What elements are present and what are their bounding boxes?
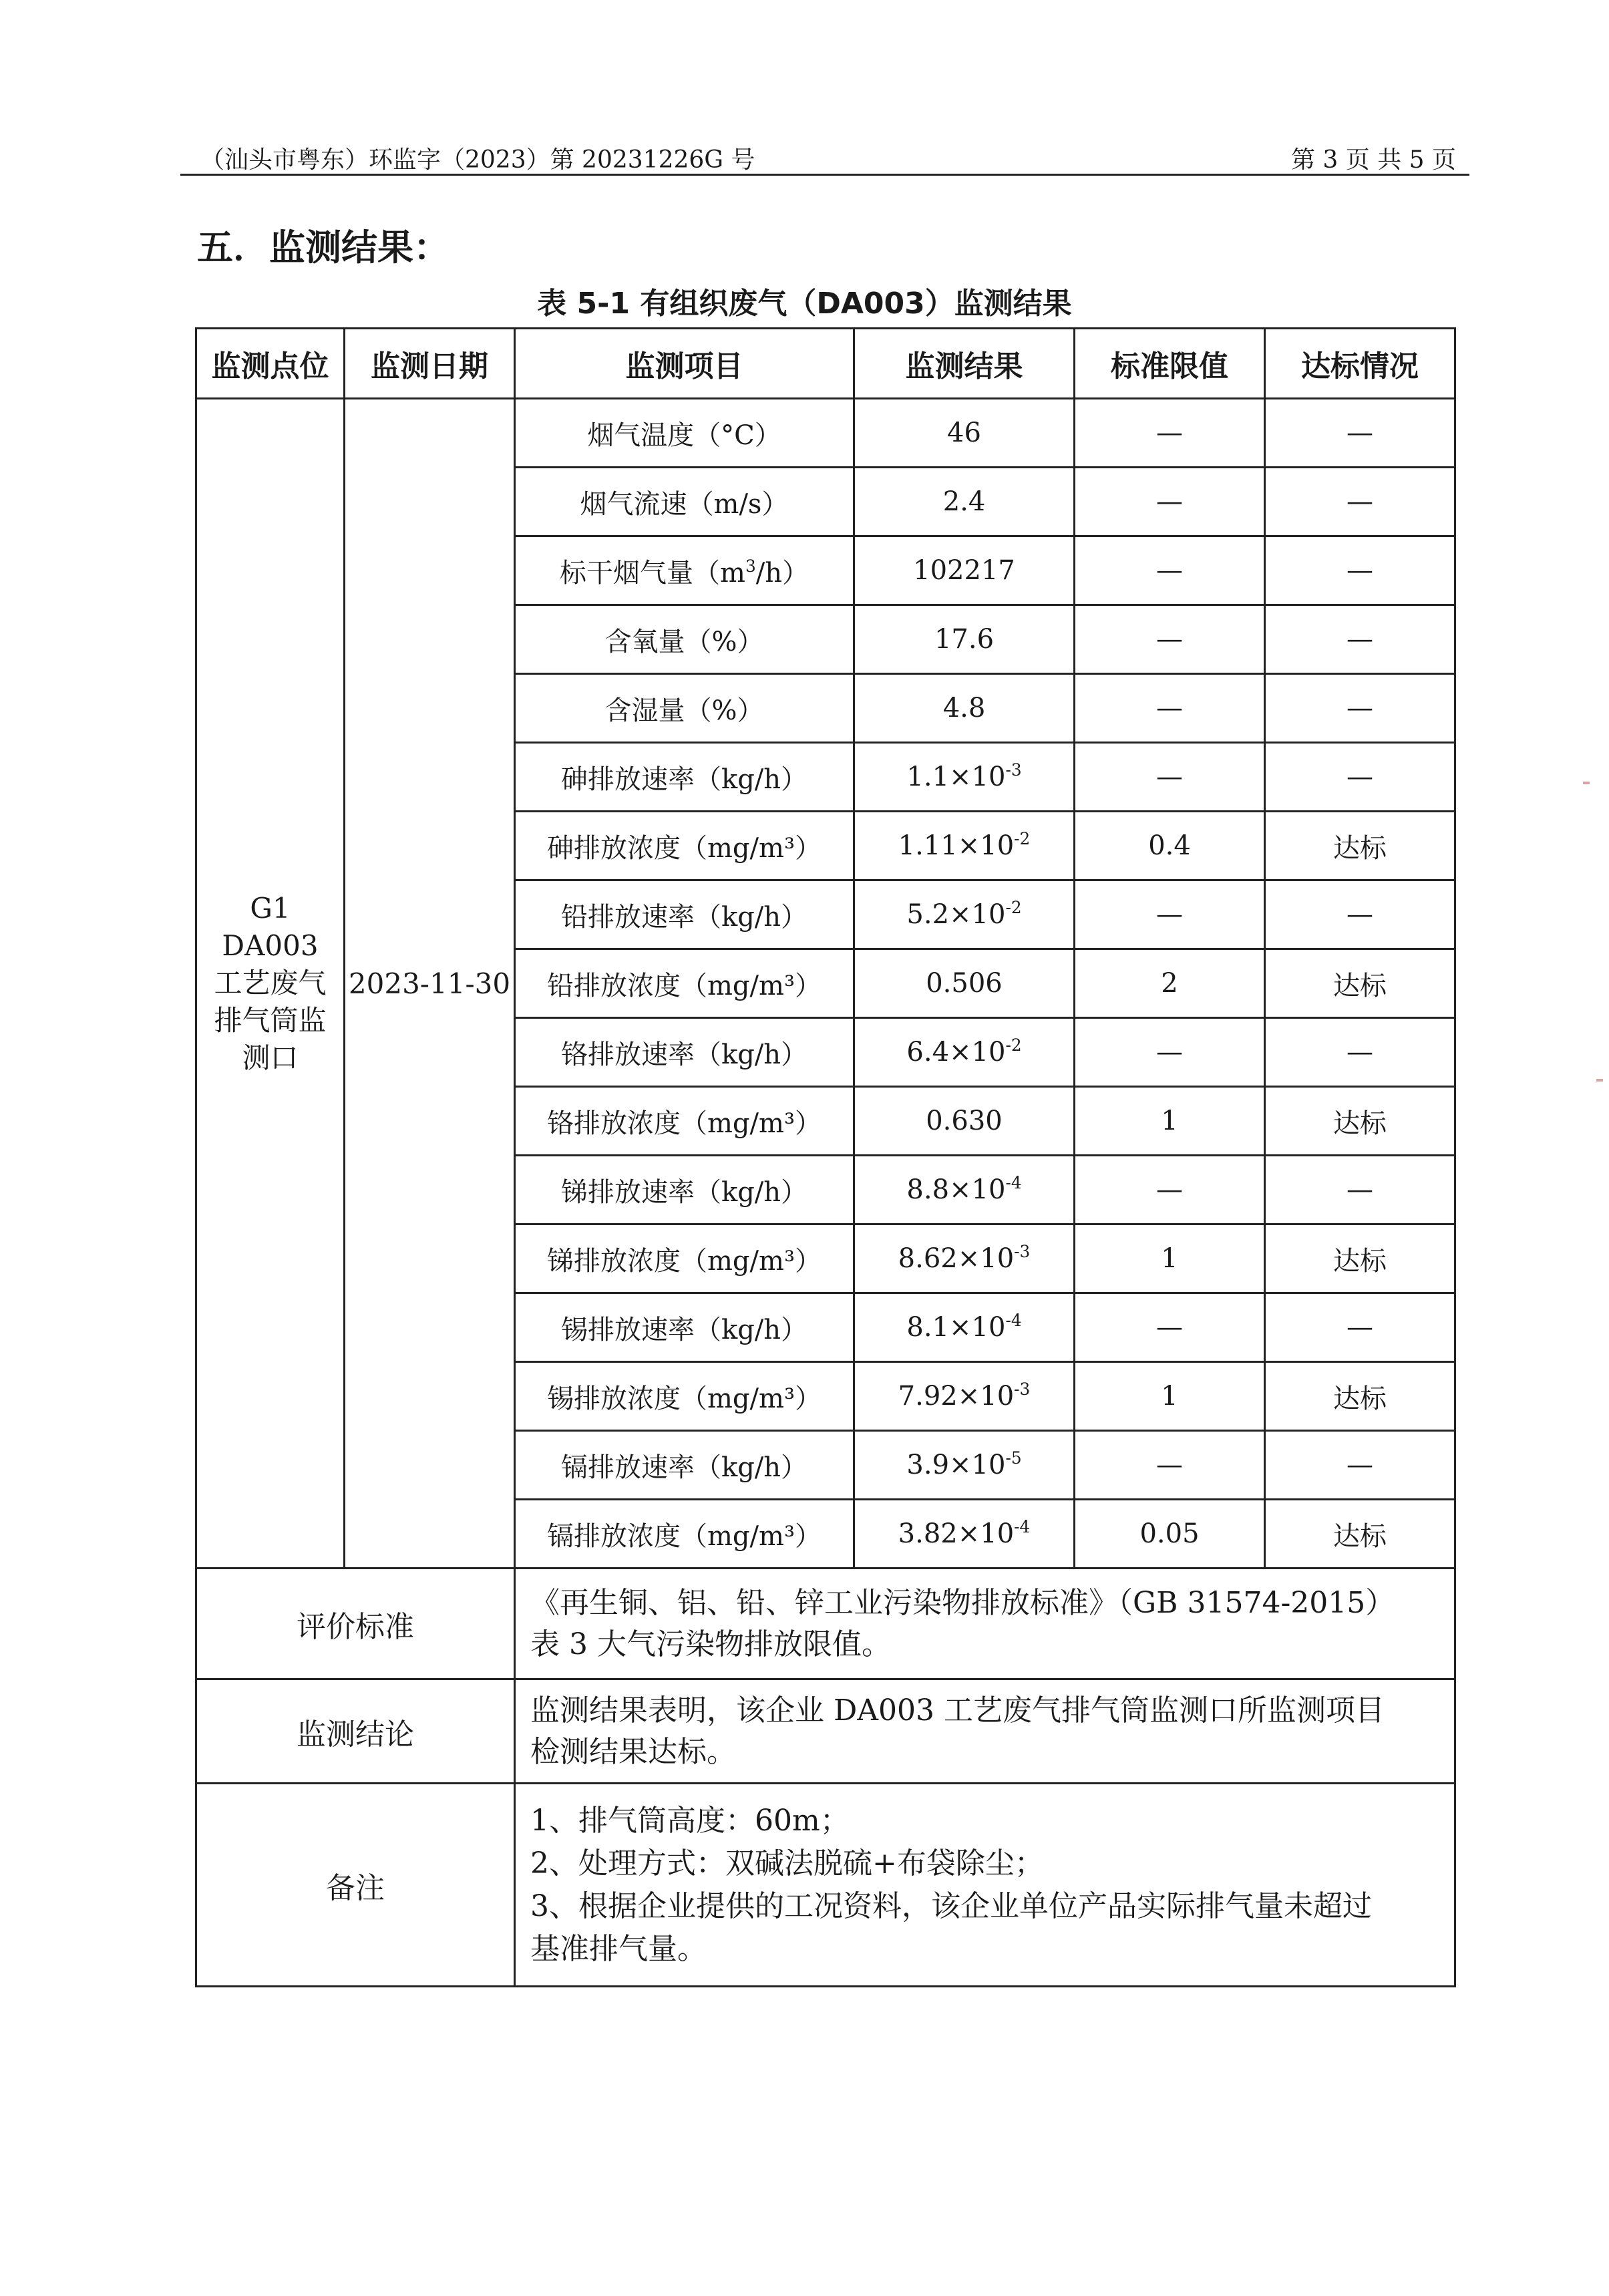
conclusion-line: 检测结果达标。 xyxy=(530,1734,736,1769)
remark-line: 基准排气量。 xyxy=(530,1931,707,1966)
result-exponent: -2 xyxy=(1005,1035,1022,1055)
item-cell: 铅排放速率（kg/h） xyxy=(515,880,854,949)
remark-line: 3、根据企业提供的工况资料，该企业单位产品实际排气量未超过 xyxy=(530,1889,1372,1923)
result-exponent: -4 xyxy=(1005,1311,1022,1331)
column-header: 标准限值 xyxy=(1075,329,1265,399)
table-header-row xyxy=(196,329,1455,399)
limit-cell: 2 xyxy=(1075,949,1265,1018)
point-line: 测口 xyxy=(242,1041,299,1074)
conclusion-text xyxy=(515,1679,1455,1784)
limit-cell: — xyxy=(1075,1156,1265,1224)
monitoring-point-cell xyxy=(196,399,345,1569)
result-exponent: -3 xyxy=(1014,1242,1031,1262)
status-cell: 达标 xyxy=(1265,1087,1455,1156)
item-cell: 铬排放浓度（mg/m³） xyxy=(515,1087,854,1156)
standard-line: 表 3 大气污染物排放限值。 xyxy=(530,1627,891,1661)
item-text: 标干烟气量（m xyxy=(560,557,745,589)
limit-cell: — xyxy=(1075,1431,1265,1500)
status-cell: 达标 xyxy=(1265,1362,1455,1431)
conclusion-line: 监测结果表明，该企业 DA003 工艺废气排气筒监测口所监测项目 xyxy=(530,1693,1385,1728)
result-base: 8.62×10 xyxy=(898,1243,1015,1274)
item-text: /h） xyxy=(755,557,809,589)
result-cell: 46 xyxy=(854,399,1075,468)
result-base: 7.92×10 xyxy=(898,1381,1015,1412)
column-header: 监测点位 xyxy=(196,329,345,399)
result-cell xyxy=(854,1362,1075,1431)
item-cell: 锡排放浓度（mg/m³） xyxy=(515,1362,854,1431)
remarks-row xyxy=(196,1784,1455,1987)
result-base: 5.2×10 xyxy=(906,899,1006,930)
standard-text xyxy=(515,1569,1455,1679)
conclusion-label: 监测结论 xyxy=(196,1679,515,1784)
monitoring-results-table xyxy=(195,327,1456,1987)
status-cell: 达标 xyxy=(1265,1224,1455,1293)
standard-label: 评价标准 xyxy=(196,1569,515,1679)
scan-mark xyxy=(1596,1079,1603,1082)
item-cell: 砷排放速率（kg/h） xyxy=(515,743,854,812)
item-cell: 烟气流速（m/s） xyxy=(515,468,854,536)
result-cell xyxy=(854,812,1075,880)
item-superscript: 3 xyxy=(745,556,756,576)
status-cell: 达标 xyxy=(1265,1500,1455,1569)
limit-cell: — xyxy=(1075,1018,1265,1087)
result-cell xyxy=(854,1431,1075,1500)
result-cell xyxy=(854,1224,1075,1293)
item-cell: 锑排放浓度（mg/m³） xyxy=(515,1224,854,1293)
result-cell: 2.4 xyxy=(854,468,1075,536)
result-cell: 0.630 xyxy=(854,1087,1075,1156)
status-cell: — xyxy=(1265,1018,1455,1087)
result-cell: 0.506 xyxy=(854,949,1075,1018)
status-cell: — xyxy=(1265,1431,1455,1500)
limit-cell: — xyxy=(1075,605,1265,674)
result-cell: 102217 xyxy=(854,536,1075,605)
status-cell: — xyxy=(1265,1156,1455,1224)
item-cell: 锑排放速率（kg/h） xyxy=(515,1156,854,1224)
result-base: 6.4×10 xyxy=(906,1037,1006,1068)
standard-line: 《再生铜、铝、铅、锌工业污染物排放标准》（GB 31574-2015） xyxy=(530,1585,1395,1620)
status-cell: — xyxy=(1265,743,1455,812)
standard-row xyxy=(196,1569,1455,1679)
status-cell: — xyxy=(1265,468,1455,536)
result-exponent: -2 xyxy=(1005,898,1022,918)
limit-cell: — xyxy=(1075,880,1265,949)
result-base: 1.1×10 xyxy=(906,762,1006,792)
result-exponent: -2 xyxy=(1014,829,1031,849)
status-cell: — xyxy=(1265,399,1455,468)
result-exponent: -4 xyxy=(1005,1173,1022,1193)
result-cell: 17.6 xyxy=(854,605,1075,674)
limit-cell: 0.05 xyxy=(1075,1500,1265,1569)
result-cell xyxy=(854,1018,1075,1087)
item-cell: 含湿量（%） xyxy=(515,674,854,743)
result-cell xyxy=(854,1156,1075,1224)
result-base: 8.1×10 xyxy=(906,1312,1006,1343)
header-rule xyxy=(180,174,1469,176)
remarks-label: 备注 xyxy=(196,1784,515,1987)
item-cell: 镉排放速率（kg/h） xyxy=(515,1431,854,1500)
monitoring-date-cell: 2023-11-30 xyxy=(345,399,515,1569)
section-title: 五．监测结果： xyxy=(197,226,450,269)
item-cell: 铅排放浓度（mg/m³） xyxy=(515,949,854,1018)
table-row xyxy=(196,399,1455,468)
result-base: 1.11×10 xyxy=(898,830,1015,861)
result-base: 3.82×10 xyxy=(898,1518,1015,1549)
point-line: 工艺废气 xyxy=(214,967,327,999)
point-line: 排气筒监 xyxy=(214,1004,327,1037)
status-cell: — xyxy=(1265,536,1455,605)
limit-cell: 1 xyxy=(1075,1362,1265,1431)
column-header: 达标情况 xyxy=(1265,329,1455,399)
status-cell: — xyxy=(1265,880,1455,949)
column-header: 监测结果 xyxy=(854,329,1075,399)
result-exponent: -4 xyxy=(1014,1517,1031,1537)
item-cell: 镉排放浓度（mg/m³） xyxy=(515,1500,854,1569)
result-exponent: -3 xyxy=(1005,760,1022,780)
limit-cell: — xyxy=(1075,743,1265,812)
document-number: （汕头市粤东）环监字（2023）第 20231226G 号 xyxy=(200,146,755,174)
limit-cell: — xyxy=(1075,536,1265,605)
result-cell xyxy=(854,743,1075,812)
point-line: DA003 xyxy=(222,929,319,962)
limit-cell: — xyxy=(1075,468,1265,536)
remark-line: 2、处理方式：双碱法脱硫+布袋除尘； xyxy=(530,1846,1044,1880)
conclusion-row xyxy=(196,1679,1455,1784)
result-cell xyxy=(854,1293,1075,1362)
status-cell: — xyxy=(1265,674,1455,743)
status-cell: — xyxy=(1265,1293,1455,1362)
result-exponent: -5 xyxy=(1005,1448,1022,1468)
limit-cell: — xyxy=(1075,399,1265,468)
column-header: 监测日期 xyxy=(345,329,515,399)
result-cell: 4.8 xyxy=(854,674,1075,743)
item-cell: 含氧量（%） xyxy=(515,605,854,674)
limit-cell: 1 xyxy=(1075,1224,1265,1293)
limit-cell: — xyxy=(1075,1293,1265,1362)
scan-mark xyxy=(1583,782,1590,784)
limit-cell: — xyxy=(1075,674,1265,743)
point-line: G1 xyxy=(250,892,291,925)
column-header: 监测项目 xyxy=(515,329,854,399)
page-indicator: 第 3 页 共 5 页 xyxy=(1290,146,1456,174)
status-cell: — xyxy=(1265,605,1455,674)
item-cell: 砷排放浓度（mg/m³） xyxy=(515,812,854,880)
item-cell: 锡排放速率（kg/h） xyxy=(515,1293,854,1362)
limit-cell: 0.4 xyxy=(1075,812,1265,880)
item-cell xyxy=(515,536,854,605)
table-title: 表 5-1 有组织废气（DA003）监测结果 xyxy=(537,287,1072,321)
item-cell: 铬排放速率（kg/h） xyxy=(515,1018,854,1087)
remark-line: 1、排气筒高度：60m； xyxy=(530,1803,850,1838)
page-header xyxy=(180,137,1469,176)
result-exponent: -3 xyxy=(1014,1379,1031,1400)
status-cell: 达标 xyxy=(1265,949,1455,1018)
item-cell: 烟气温度（°C） xyxy=(515,399,854,468)
status-cell: 达标 xyxy=(1265,812,1455,880)
result-cell xyxy=(854,880,1075,949)
result-cell xyxy=(854,1500,1075,1569)
result-base: 8.8×10 xyxy=(906,1174,1006,1205)
remarks-text xyxy=(515,1784,1455,1987)
result-base: 3.9×10 xyxy=(906,1450,1006,1480)
limit-cell: 1 xyxy=(1075,1087,1265,1156)
